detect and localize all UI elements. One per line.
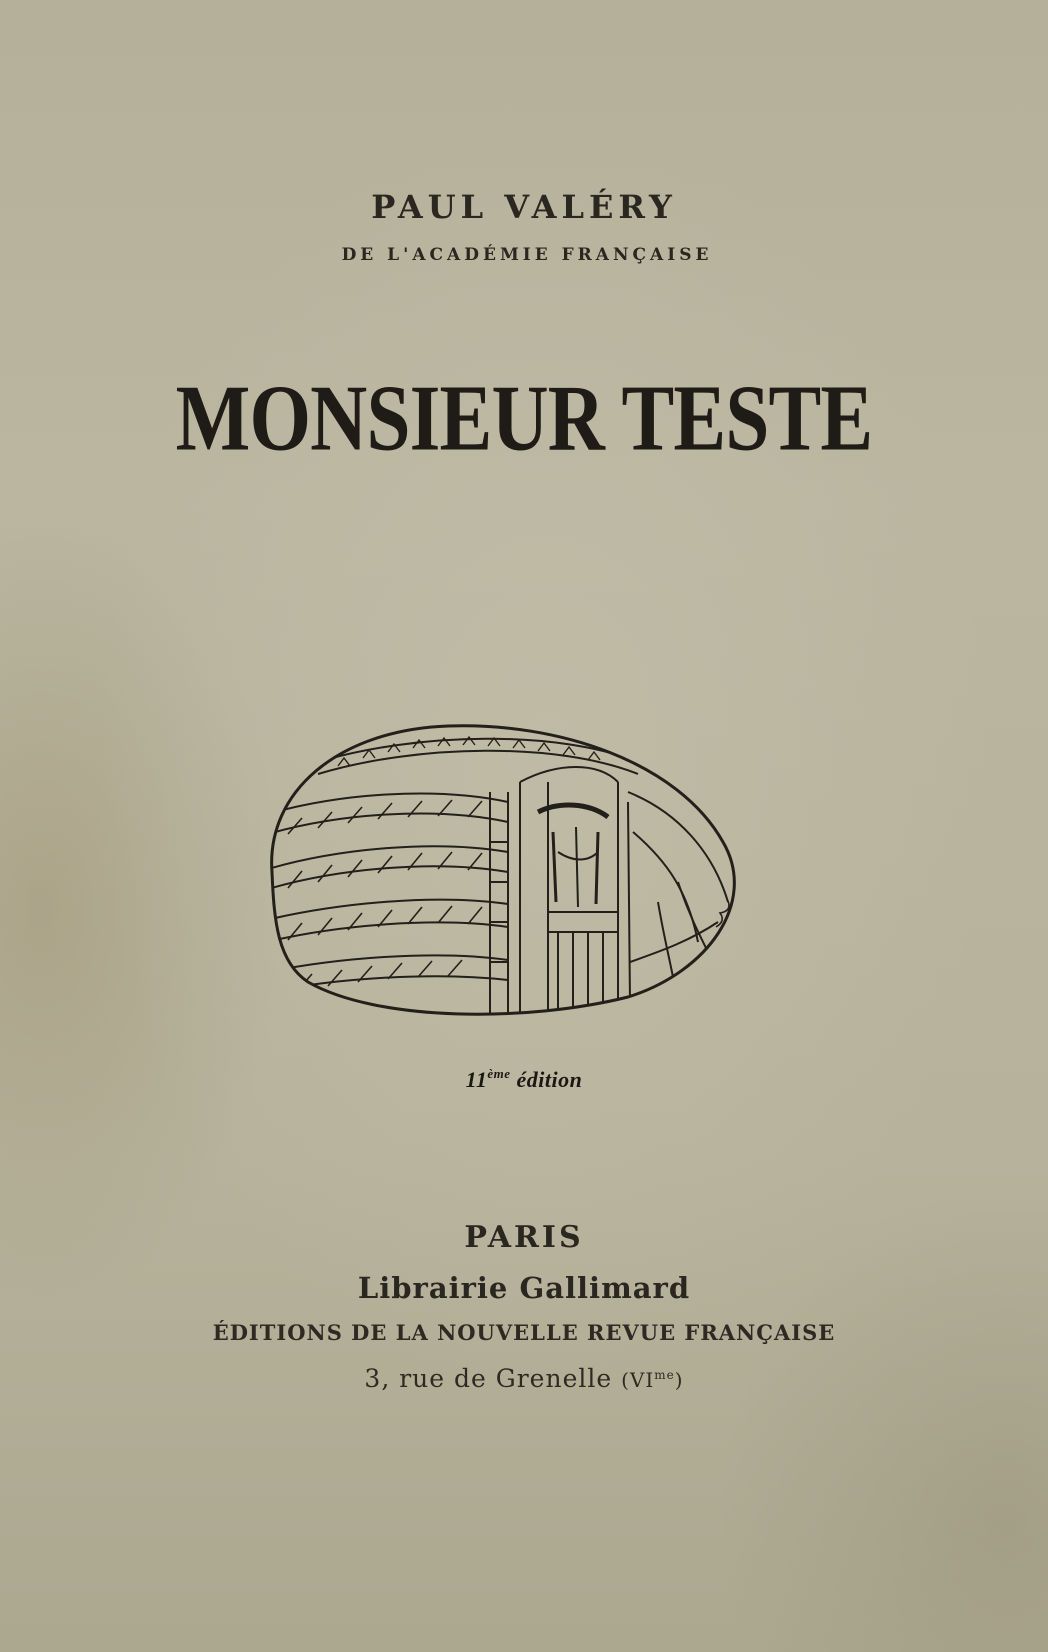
arrondissement-open: (VI: [621, 1368, 655, 1392]
edition-label: [0, 1066, 1048, 1093]
author-name: PAUL VALÉRY: [371, 188, 677, 226]
publisher-address: [0, 1364, 1048, 1393]
edition-word: édition: [516, 1067, 583, 1092]
author-affiliation: DE L'ACADÉMIE FRANÇAISE: [341, 245, 713, 265]
publisher-name: Librairie Gallimard: [357, 1271, 691, 1305]
edition-suffix: ème: [487, 1066, 511, 1081]
arrondissement-close: ): [674, 1368, 684, 1392]
edition-number: 11: [465, 1067, 488, 1092]
arrondissement-suffix: me: [654, 1368, 675, 1382]
street-address: 3, rue de Grenelle: [364, 1364, 613, 1393]
book-title: MONSIEUR TESTE: [175, 365, 873, 471]
publication-city: PARIS: [464, 1220, 584, 1255]
oval-vignette-interior-icon: [258, 722, 748, 1032]
publisher-imprint: ÉDITIONS DE LA NOUVELLE REVUE FRANÇAISE: [212, 1320, 836, 1345]
